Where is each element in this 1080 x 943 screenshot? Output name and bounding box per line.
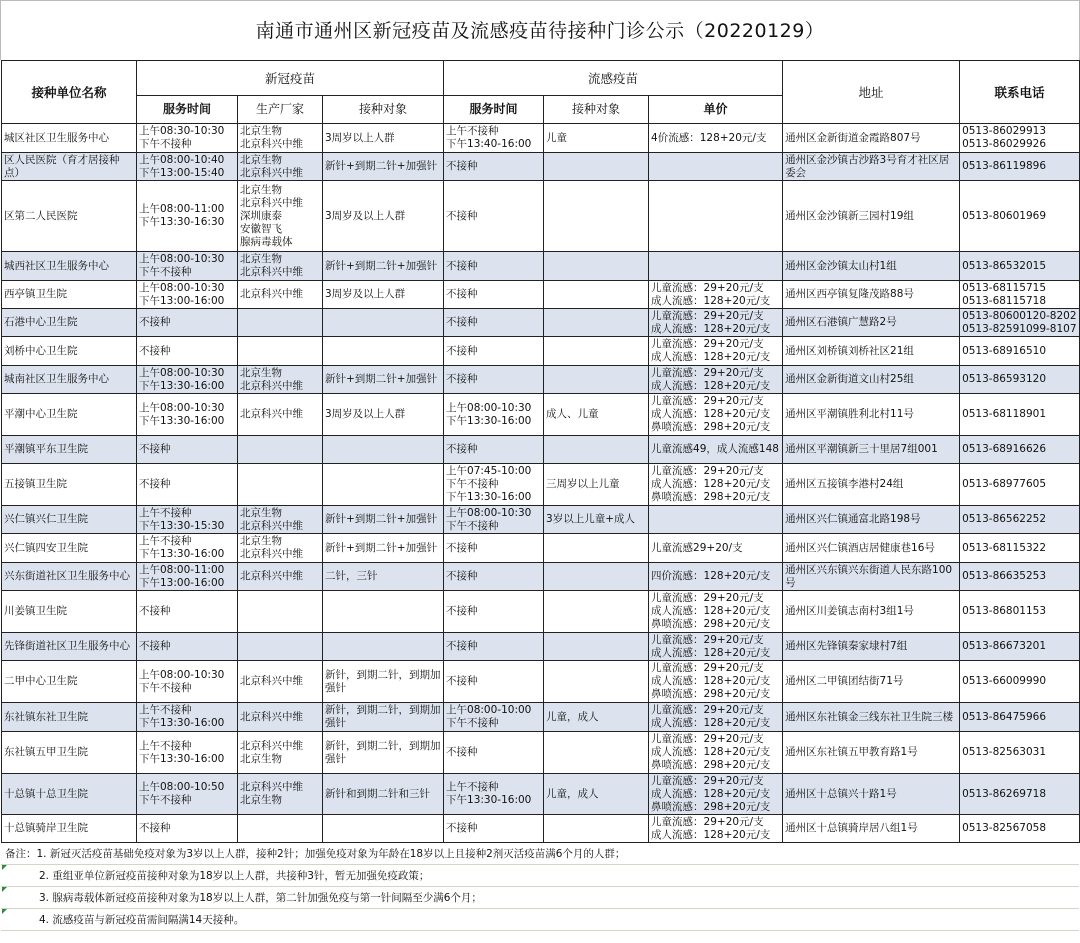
cell-covid-time: 上午08:00-10:30 下午13:00-16:00 xyxy=(137,281,238,309)
cell-phone: 0513-86269718 xyxy=(960,774,1080,815)
cell-flu-target xyxy=(544,252,649,281)
cell-covid-time: 上午08:00-10:40 下午13:00-15:40 xyxy=(137,153,238,181)
cell-covid-maker: 北京生物 北京科兴中维 xyxy=(238,124,323,153)
cell-address: 通州区五接镇李港村24组 xyxy=(783,464,960,506)
cell-flu-time: 不接种 xyxy=(444,366,544,394)
cell-phone: 0513-86029913 0513-86029926 xyxy=(960,124,1080,153)
cell-covid-time: 不接种 xyxy=(137,337,238,366)
comment-marker-icon xyxy=(2,887,7,892)
cell-phone: 0513-86801153 xyxy=(960,591,1080,633)
cell-flu-price: 儿童流感：29+20元/支 成人流感：128+20元/支 xyxy=(649,366,783,394)
cell-covid-maker: 北京生物 北京科兴中维 深圳康泰 安徽智飞 腺病毒载体 xyxy=(238,181,323,252)
header-flu-target: 接种对象 xyxy=(544,96,649,124)
cell-covid-maker xyxy=(238,633,323,661)
cell-unit-name: 五接镇卫生院 xyxy=(2,464,137,506)
cell-unit-name: 二甲中心卫生院 xyxy=(2,661,137,703)
cell-flu-target xyxy=(544,153,649,181)
cell-unit-name: 区第二人民医院 xyxy=(2,181,137,252)
cell-address: 通州区西亭镇复隆茂路88号 xyxy=(783,281,960,309)
cell-flu-target: 儿童，成人 xyxy=(544,774,649,815)
cell-flu-target: 儿童 xyxy=(544,124,649,153)
table-row xyxy=(2,281,1080,309)
cell-address: 通州区平潮镇胜利北村11号 xyxy=(783,394,960,436)
cell-address: 通州区兴东镇兴东街道人民东路100号 xyxy=(783,563,960,591)
cell-covid-time: 不接种 xyxy=(137,815,238,843)
cell-covid-target: 二针，三针 xyxy=(323,563,444,591)
cell-covid-time: 上午08:00-10:30 下午13:30-16:00 xyxy=(137,366,238,394)
cell-covid-maker: 北京科兴中维 xyxy=(238,661,323,703)
cell-flu-price: 儿童流感29+20/支 xyxy=(649,534,783,563)
table-row xyxy=(2,124,1080,153)
cell-flu-price xyxy=(649,506,783,534)
header-phone: 联系电话 xyxy=(960,61,1080,124)
cell-covid-maker xyxy=(238,436,323,464)
cell-flu-time: 不接种 xyxy=(444,436,544,464)
cell-flu-time: 不接种 xyxy=(444,337,544,366)
cell-covid-maker: 北京科兴中维 xyxy=(238,281,323,309)
cell-covid-target: 新针，到期二针，到期加强针 xyxy=(323,661,444,703)
cell-unit-name: 城南社区卫生服务中心 xyxy=(2,366,137,394)
table-row xyxy=(2,337,1080,366)
cell-flu-target xyxy=(544,661,649,703)
cell-address: 通州区十总镇骑岸居八组1号 xyxy=(783,815,960,843)
cell-phone: 0513-82567058 xyxy=(960,815,1080,843)
cell-phone: 0513-86532015 xyxy=(960,252,1080,281)
note-line xyxy=(1,843,1079,865)
cell-unit-name: 平潮镇平东卫生院 xyxy=(2,436,137,464)
cell-flu-time: 上午08:00-10:30 下午不接种 xyxy=(444,506,544,534)
cell-covid-time: 上午08:00-10:30 下午不接种 xyxy=(137,252,238,281)
table-row xyxy=(2,153,1080,181)
cell-unit-name: 兴仁镇兴仁卫生院 xyxy=(2,506,137,534)
cell-covid-maker xyxy=(238,591,323,633)
cell-phone: 0513-82563031 xyxy=(960,732,1080,774)
cell-phone: 0513-68118901 xyxy=(960,394,1080,436)
cell-unit-name: 川姜镇卫生院 xyxy=(2,591,137,633)
cell-flu-target: 成人、儿童 xyxy=(544,394,649,436)
cell-flu-target xyxy=(544,563,649,591)
cell-flu-time: 上午不接种 下午13:30-16:00 xyxy=(444,774,544,815)
cell-address: 通州区兴仁镇酒店居健康巷16号 xyxy=(783,534,960,563)
cell-flu-price: 儿童流感：29+20元/支 成人流感：128+20元/支 xyxy=(649,703,783,732)
cell-covid-maker: 北京生物 北京科兴中维 xyxy=(238,153,323,181)
cell-address: 通州区二甲镇团结街71号 xyxy=(783,661,960,703)
header-covid-time: 服务时间 xyxy=(137,96,238,124)
header-unit: 接种单位名称 xyxy=(2,61,137,124)
table-row xyxy=(2,732,1080,774)
cell-address: 通州区金新街道金霞路807号 xyxy=(783,124,960,153)
cell-flu-time: 不接种 xyxy=(444,252,544,281)
cell-phone: 0513-86475966 xyxy=(960,703,1080,732)
cell-covid-time: 上午08:00-11:00 下午13:30-16:30 xyxy=(137,181,238,252)
cell-flu-target xyxy=(544,281,649,309)
cell-unit-name: 东社镇东社卫生院 xyxy=(2,703,137,732)
cell-covid-target: 新针和到期二针和三针 xyxy=(323,774,444,815)
table-row xyxy=(2,534,1080,563)
cell-covid-time: 上午不接种 下午13:30-16:00 xyxy=(137,534,238,563)
cell-phone: 0513-68977605 xyxy=(960,464,1080,506)
cell-address: 通州区刘桥镇刘桥社区21组 xyxy=(783,337,960,366)
cell-address: 通州区兴仁镇通富北路198号 xyxy=(783,506,960,534)
cell-covid-maker: 北京科兴中维 xyxy=(238,563,323,591)
table-row xyxy=(2,394,1080,436)
cell-covid-time: 上午08:00-11:00 下午13:00-16:00 xyxy=(137,563,238,591)
cell-unit-name: 西亭镇卫生院 xyxy=(2,281,137,309)
cell-flu-time: 不接种 xyxy=(444,563,544,591)
table-row xyxy=(2,633,1080,661)
cell-phone: 0513-80600120-8202 0513-82591099-8107 xyxy=(960,309,1080,337)
cell-flu-time: 不接种 xyxy=(444,661,544,703)
cell-flu-time: 上午08:00-10:30 下午13:30-16:00 xyxy=(444,394,544,436)
cell-phone: 0513-86562252 xyxy=(960,506,1080,534)
cell-covid-time: 上午08:00-10:50 下午不接种 xyxy=(137,774,238,815)
note-line xyxy=(1,909,1079,931)
cell-unit-name: 平潮中心卫生院 xyxy=(2,394,137,436)
table-row xyxy=(2,661,1080,703)
cell-covid-target: 新针+到期二针+加强针 xyxy=(323,506,444,534)
cell-covid-maker: 北京生物 北京科兴中维 xyxy=(238,506,323,534)
cell-flu-price: 儿童流感：29+20元/支 成人流感：128+20元/支 xyxy=(649,815,783,843)
table-row xyxy=(2,563,1080,591)
header-covid-maker: 生产厂家 xyxy=(238,96,323,124)
cell-covid-target xyxy=(323,815,444,843)
cell-covid-target xyxy=(323,464,444,506)
cell-covid-time: 上午08:00-10:30 下午13:30-16:00 xyxy=(137,394,238,436)
header-flu-price: 单价 xyxy=(649,96,783,124)
cell-phone: 0513-86673201 xyxy=(960,633,1080,661)
cell-flu-price xyxy=(649,252,783,281)
cell-covid-target xyxy=(323,591,444,633)
cell-address: 通州区先锋镇秦家埭村7组 xyxy=(783,633,960,661)
header-flu-time: 服务时间 xyxy=(444,96,544,124)
cell-address: 通州区金沙镇新三园村19组 xyxy=(783,181,960,252)
note-text: 4. 流感疫苗与新冠疫苗需间隔满14天接种。 xyxy=(39,914,245,926)
cell-covid-target: 3周岁及以上人群 xyxy=(323,181,444,252)
table-row xyxy=(2,703,1080,732)
table-row xyxy=(2,464,1080,506)
cell-flu-price: 儿童流感：29+20元/支 成人流感：128+20元/支 xyxy=(649,337,783,366)
cell-flu-time: 不接种 xyxy=(444,281,544,309)
cell-flu-price: 儿童流感：29+20元/支 成人流感：128+20元/支 鼻喷流感：298+20元/支 xyxy=(649,591,783,633)
cell-phone: 0513-80601969 xyxy=(960,181,1080,252)
cell-covid-target: 3周岁及以上人群 xyxy=(323,394,444,436)
cell-unit-name: 先锋街道社区卫生服务中心 xyxy=(2,633,137,661)
table-row xyxy=(2,815,1080,843)
cell-covid-target: 新针+到期二针+加强针 xyxy=(323,366,444,394)
cell-flu-price: 儿童流感：29+20元/支 成人流感：128+20元/支 鼻喷流感：298+20元/支 xyxy=(649,732,783,774)
cell-flu-time: 不接种 xyxy=(444,815,544,843)
cell-phone: 0513-86119896 xyxy=(960,153,1080,181)
cell-covid-maker: 北京生物 北京科兴中维 xyxy=(238,534,323,563)
cell-covid-time: 不接种 xyxy=(137,633,238,661)
cell-address: 通州区金沙镇古沙路3号育才社区居委会 xyxy=(783,153,960,181)
cell-flu-price: 儿童流感：29+20元/支 成人流感：128+20元/支 鼻喷流感：298+20元/支 xyxy=(649,394,783,436)
cell-covid-time: 上午08:30-10:30 下午不接种 xyxy=(137,124,238,153)
cell-flu-price: 儿童流感：29+20元/支 成人流感：128+20元/支 xyxy=(649,633,783,661)
cell-flu-time: 不接种 xyxy=(444,153,544,181)
note-text: 备注：1. 新冠灭活疫苗基础免疫对象为3岁以上人群，接种2针；加强免疫对象为年龄在18岁以上且接种2剂灭活疫苗满6个月的人群； xyxy=(5,848,626,860)
header-covid-vaccine: 新冠疫苗 xyxy=(137,61,444,96)
cell-flu-price: 四价流感：128+20元/支 xyxy=(649,563,783,591)
cell-flu-target xyxy=(544,633,649,661)
cell-covid-time: 上午不接种 下午13:30-16:00 xyxy=(137,703,238,732)
cell-flu-target xyxy=(544,815,649,843)
cell-covid-maker: 北京生物 北京科兴中维 xyxy=(238,252,323,281)
note-text: 3. 腺病毒载体新冠疫苗接种对象为18岁以上人群，第二针加强免疫与第一针间隔至少满6个月； xyxy=(39,892,482,904)
cell-covid-target: 3周岁以上人群 xyxy=(323,124,444,153)
cell-flu-time: 不接种 xyxy=(444,591,544,633)
cell-covid-target: 新针，到期二针，到期加强针 xyxy=(323,732,444,774)
cell-flu-price: 儿童流感：29+20元/支 成人流感：128+20元/支 鼻喷流感：298+20元/支 xyxy=(649,464,783,506)
cell-unit-name: 城区社区卫生服务中心 xyxy=(2,124,137,153)
cell-flu-time: 不接种 xyxy=(444,309,544,337)
cell-address: 通州区平潮镇新三十里居7组001 xyxy=(783,436,960,464)
cell-flu-price xyxy=(649,181,783,252)
cell-address: 通州区金沙镇太山村1组 xyxy=(783,252,960,281)
cell-flu-price: 儿童流感：29+20元/支 成人流感：128+20元/支 鼻喷流感：298+20元/支 xyxy=(649,774,783,815)
cell-flu-target xyxy=(544,436,649,464)
cell-flu-time: 上午07:45-10:00 下午不接种 下午13:30-16:00 xyxy=(444,464,544,506)
cell-unit-name: 十总镇十总卫生院 xyxy=(2,774,137,815)
cell-flu-target xyxy=(544,591,649,633)
header-address: 地址 xyxy=(783,61,960,124)
cell-unit-name: 东社镇五甲卫生院 xyxy=(2,732,137,774)
note-line xyxy=(1,865,1079,887)
cell-covid-target: 新针+到期二针+加强针 xyxy=(323,534,444,563)
cell-covid-target xyxy=(323,633,444,661)
cell-unit-name: 兴东街道社区卫生服务中心 xyxy=(2,563,137,591)
cell-flu-target xyxy=(544,366,649,394)
cell-address: 通州区川姜镇志南村3组1号 xyxy=(783,591,960,633)
header-flu-vaccine: 流感疫苗 xyxy=(444,61,783,96)
cell-covid-target: 新针+到期二针+加强针 xyxy=(323,153,444,181)
cell-covid-maker xyxy=(238,815,323,843)
cell-flu-time: 不接种 xyxy=(444,732,544,774)
cell-covid-target: 新针+到期二针+加强针 xyxy=(323,252,444,281)
cell-flu-target xyxy=(544,181,649,252)
cell-flu-target: 儿童，成人 xyxy=(544,703,649,732)
cell-flu-time: 不接种 xyxy=(444,534,544,563)
cell-covid-target: 3周岁及以上人群 xyxy=(323,281,444,309)
cell-address: 通州区东社镇金三线东社卫生院三楼 xyxy=(783,703,960,732)
cell-flu-target: 3岁以上儿童+成人 xyxy=(544,506,649,534)
table-row xyxy=(2,366,1080,394)
cell-flu-target xyxy=(544,337,649,366)
cell-flu-price: 儿童流感：29+20元/支 成人流感：128+20元/支 xyxy=(649,309,783,337)
clinic-table xyxy=(1,60,1080,843)
cell-covid-time: 上午08:00-10:30 下午不接种 xyxy=(137,661,238,703)
cell-flu-price: 儿童流感：29+20元/支 成人流感：128+20元/支 鼻喷流感：298+20元/支 xyxy=(649,661,783,703)
table-row xyxy=(2,252,1080,281)
cell-phone: 0513-86593120 xyxy=(960,366,1080,394)
cell-covid-target xyxy=(323,337,444,366)
cell-unit-name: 刘桥中心卫生院 xyxy=(2,337,137,366)
cell-covid-maker: 北京科兴中维 xyxy=(238,703,323,732)
page-title: 南通市通州区新冠疫苗及流感疫苗待接种门诊公示（20220129） xyxy=(0,0,1080,60)
cell-covid-time: 不接种 xyxy=(137,464,238,506)
cell-covid-target: 新针，到期二针，到期加强针 xyxy=(323,703,444,732)
cell-unit-name: 石港中心卫生院 xyxy=(2,309,137,337)
cell-flu-time: 上午不接种 下午13:40-16:00 xyxy=(444,124,544,153)
cell-flu-price: 儿童流感：29+20元/支 成人流感：128+20元/支 xyxy=(649,281,783,309)
cell-covid-time: 不接种 xyxy=(137,591,238,633)
cell-phone: 0513-66009990 xyxy=(960,661,1080,703)
cell-flu-price xyxy=(649,153,783,181)
table-row xyxy=(2,774,1080,815)
table-row xyxy=(2,436,1080,464)
cell-phone: 0513-68115322 xyxy=(960,534,1080,563)
cell-covid-time: 上午不接种 下午13:30-16:00 xyxy=(137,732,238,774)
cell-phone: 0513-68916510 xyxy=(960,337,1080,366)
cell-flu-target xyxy=(544,534,649,563)
cell-flu-target xyxy=(544,309,649,337)
cell-phone: 0513-68916626 xyxy=(960,436,1080,464)
table-row xyxy=(2,506,1080,534)
table-row xyxy=(2,591,1080,633)
cell-flu-price: 4价流感：128+20元/支 xyxy=(649,124,783,153)
comment-marker-icon xyxy=(2,909,7,914)
cell-unit-name: 城西社区卫生服务中心 xyxy=(2,252,137,281)
cell-flu-time: 上午08:00-10:00 下午不接种 xyxy=(444,703,544,732)
cell-covid-time: 不接种 xyxy=(137,309,238,337)
cell-flu-time: 不接种 xyxy=(444,633,544,661)
cell-covid-maker: 北京生物 北京科兴中维 xyxy=(238,366,323,394)
header-covid-target: 接种对象 xyxy=(323,96,444,124)
cell-covid-maker xyxy=(238,337,323,366)
cell-flu-target xyxy=(544,732,649,774)
cell-unit-name: 十总镇骑岸卫生院 xyxy=(2,815,137,843)
cell-covid-maker xyxy=(238,309,323,337)
cell-covid-target xyxy=(323,309,444,337)
cell-address: 通州区金新街道文山村25组 xyxy=(783,366,960,394)
table-row xyxy=(2,181,1080,252)
cell-address: 通州区十总镇兴十路1号 xyxy=(783,774,960,815)
cell-flu-price: 儿童流感49，成人流感148 xyxy=(649,436,783,464)
cell-phone: 0513-86635253 xyxy=(960,563,1080,591)
notes-section xyxy=(1,843,1079,931)
cell-unit-name: 区人民医院（育才居接种点） xyxy=(2,153,137,181)
cell-flu-time: 不接种 xyxy=(444,181,544,252)
cell-flu-target: 三周岁以上儿童 xyxy=(544,464,649,506)
comment-marker-icon xyxy=(2,865,7,870)
table-row xyxy=(2,309,1080,337)
cell-unit-name: 兴仁镇四安卫生院 xyxy=(2,534,137,563)
cell-address: 通州区石港镇广慧路2号 xyxy=(783,309,960,337)
cell-address: 通州区东社镇五甲教育路1号 xyxy=(783,732,960,774)
cell-phone: 0513-68115715 0513-68115718 xyxy=(960,281,1080,309)
cell-covid-time: 上午不接种 下午13:30-15:30 xyxy=(137,506,238,534)
cell-covid-maker: 北京科兴中维 北京生物 xyxy=(238,732,323,774)
cell-covid-maker: 北京科兴中维 xyxy=(238,394,323,436)
cell-covid-target xyxy=(323,436,444,464)
note-text: 2. 重组亚单位新冠疫苗接种对象为18岁以上人群，共接种3针，暂无加强免疫政策； xyxy=(39,870,430,882)
cell-covid-maker xyxy=(238,464,323,506)
cell-covid-maker: 北京科兴中维 北京生物 xyxy=(238,774,323,815)
cell-covid-time: 不接种 xyxy=(137,436,238,464)
note-line xyxy=(1,887,1079,909)
